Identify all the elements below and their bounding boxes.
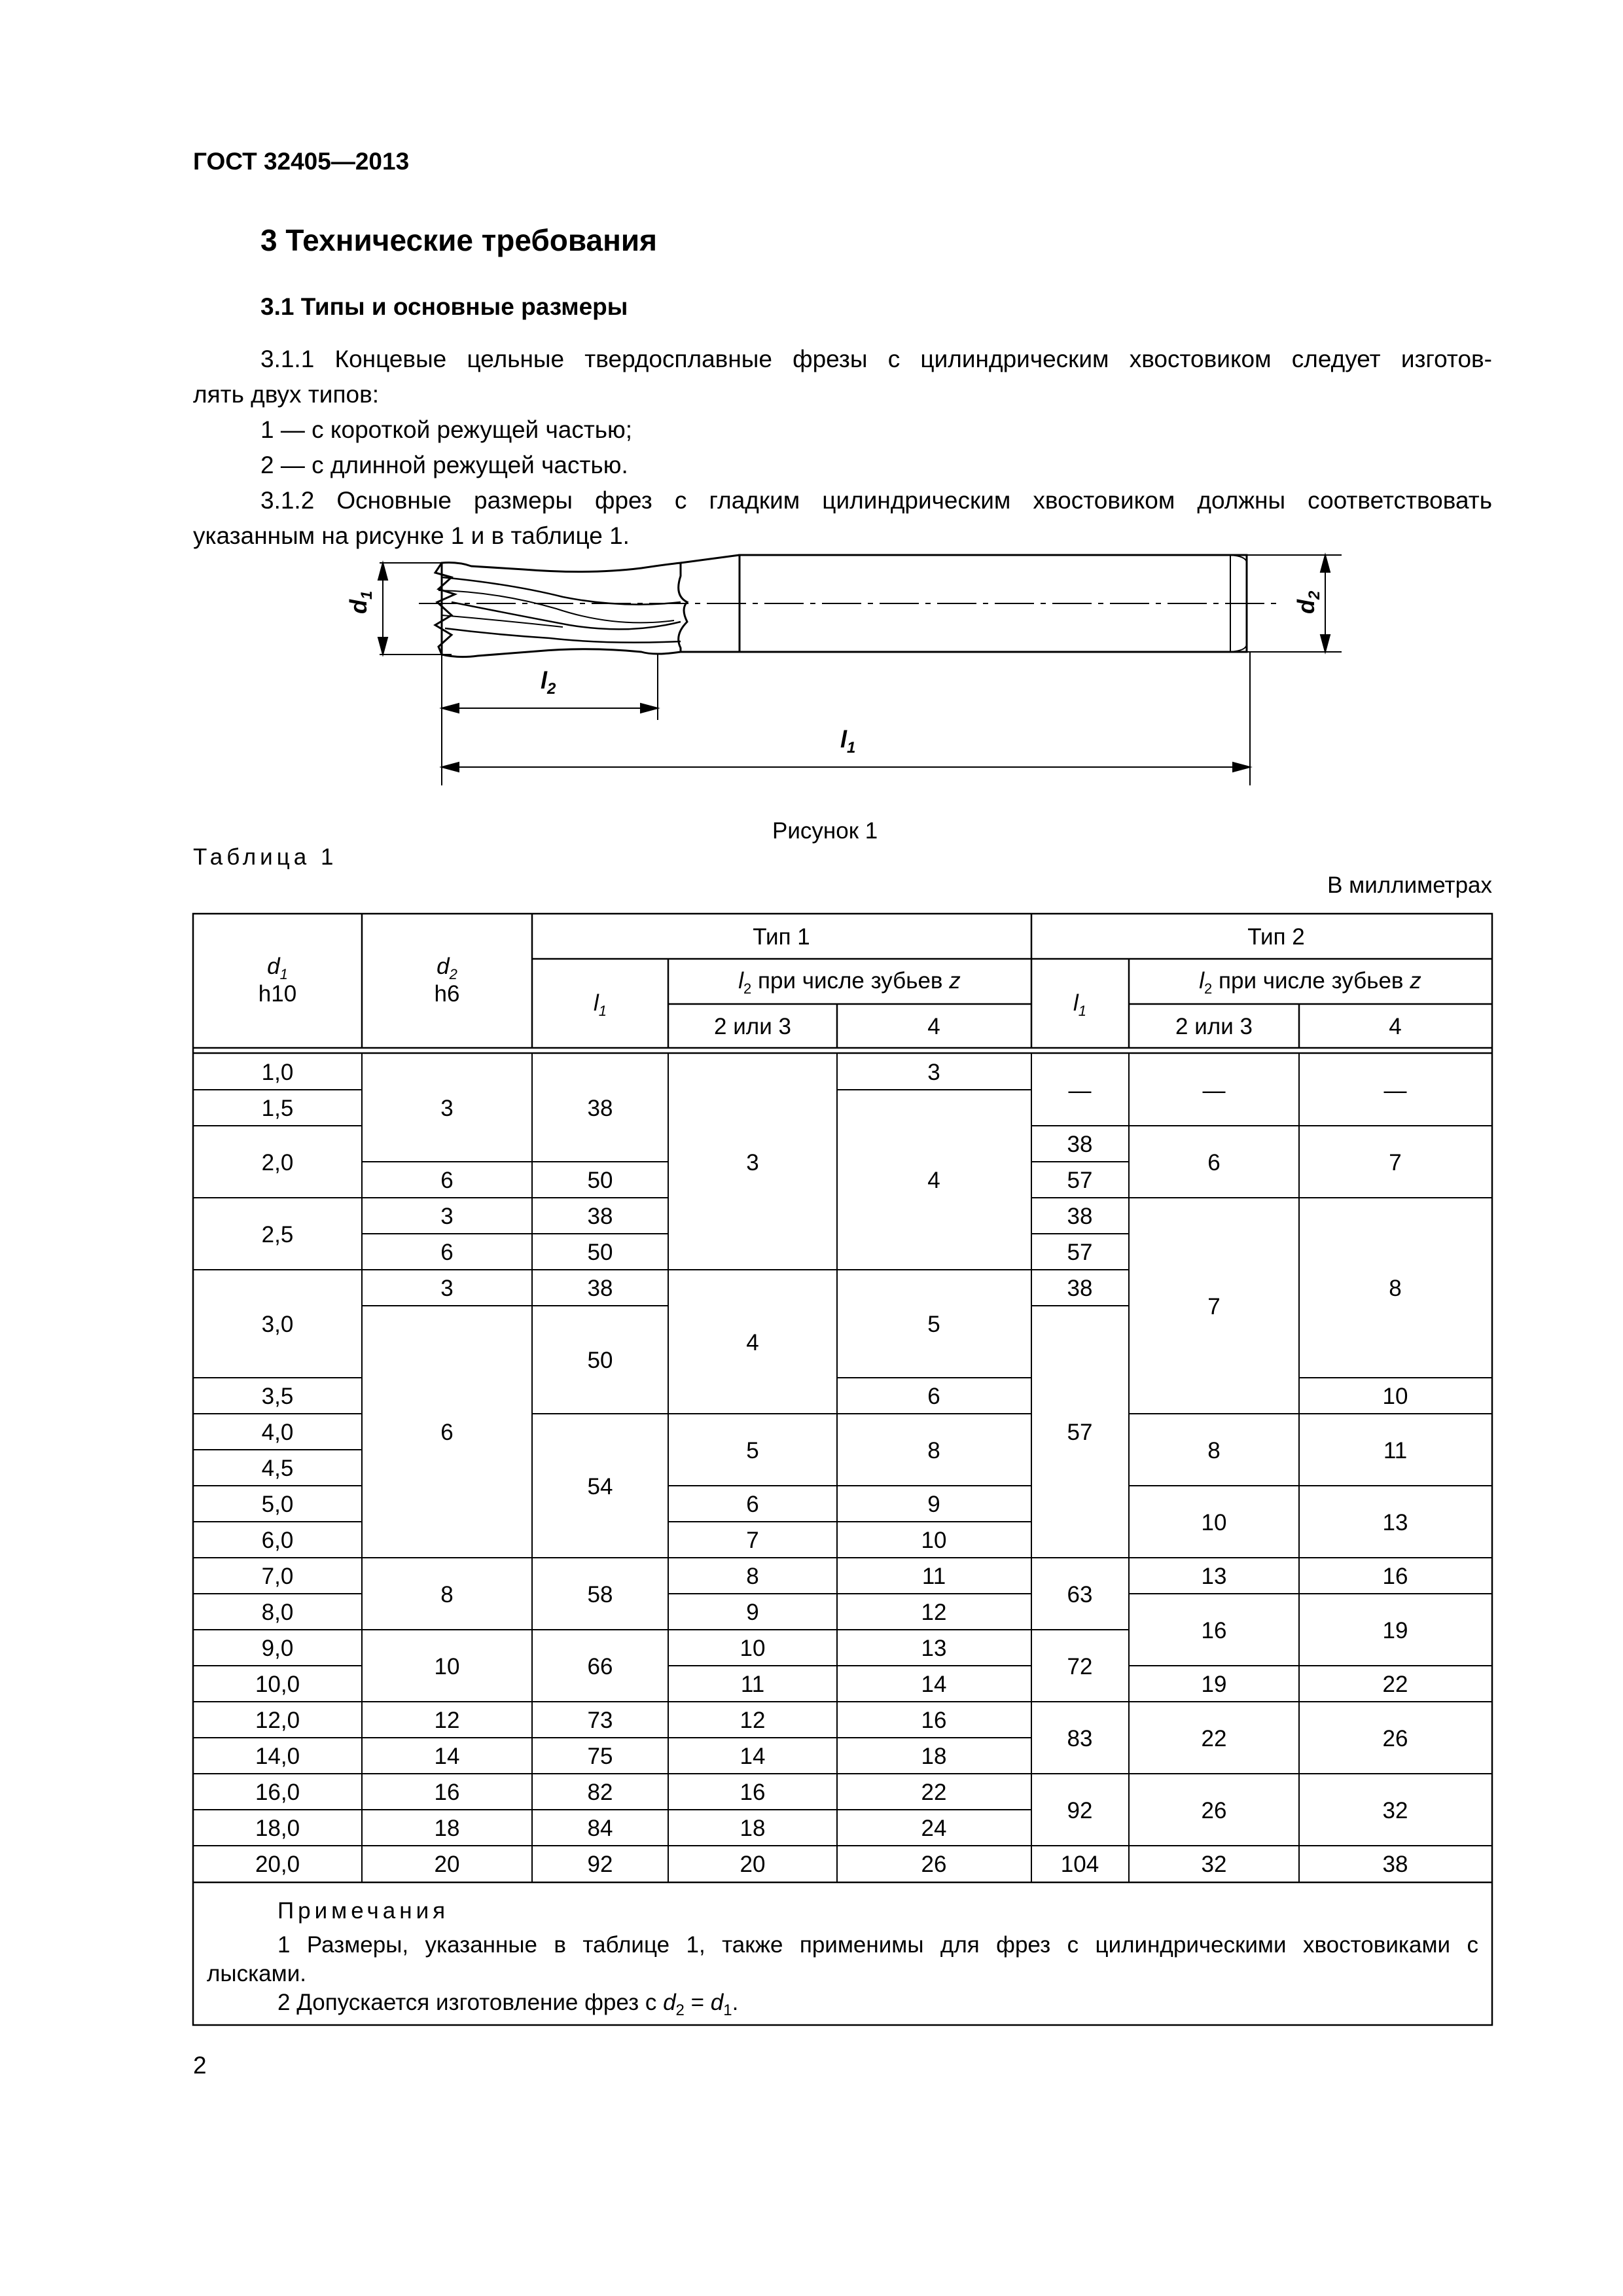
table-cell: 26 (1201, 1798, 1227, 1823)
table-cell: 63 (1067, 1582, 1093, 1607)
table-cell: 22 (921, 1780, 947, 1805)
header-t2-l2: $l_2$ при числе зубьев z (1199, 968, 1421, 997)
table-cell: 6 (927, 1384, 940, 1409)
header-t1-l2: $l_2$ при числе зубьев z (738, 968, 961, 997)
table-cell: 18 (921, 1744, 947, 1769)
table-cell: 16 (1382, 1564, 1408, 1589)
table-cell: 8 (440, 1582, 454, 1607)
table-cell: 4 (746, 1330, 759, 1355)
table-cell: 1,0 (261, 1060, 294, 1085)
paragraph-3-1-1-line2: лять двух типов: (193, 381, 380, 408)
header-type2: Тип 2 (1247, 924, 1305, 950)
table-cell: 3 (440, 1204, 454, 1229)
table-cell: 38 (1067, 1132, 1093, 1157)
table-cell: 57 (1067, 1240, 1093, 1265)
table-cell: 24 (921, 1816, 947, 1841)
list-item-type2: 2 — с длинной режущей частью. (260, 452, 628, 478)
figure-caption: Рисунок 1 (772, 818, 878, 844)
table-cell: 1,5 (261, 1096, 294, 1121)
table-cell: 3 (746, 1150, 759, 1175)
table-cell: 14 (434, 1744, 460, 1769)
table-cell: 18 (740, 1816, 766, 1841)
table-cell: 11 (740, 1672, 765, 1697)
table-cell: 38 (587, 1204, 613, 1229)
table-cell: 14,0 (255, 1744, 300, 1769)
section-title: 3 Технические требования (260, 223, 657, 257)
table-cell: 14 (740, 1744, 766, 1769)
table-cell: 16 (1201, 1618, 1227, 1643)
table-cell: 6 (1207, 1150, 1221, 1175)
table-cell: — (1383, 1078, 1407, 1103)
table-cell: 32 (1201, 1852, 1227, 1877)
note-1-line2: лысками. (207, 1961, 306, 1986)
table-cell: 3,5 (261, 1384, 294, 1409)
table-cell: 12 (921, 1600, 947, 1625)
label-l2: $l_2$ (541, 667, 556, 698)
table-cell: 18,0 (255, 1816, 300, 1841)
table-cell: 57 (1067, 1420, 1093, 1445)
table-cell: 82 (587, 1780, 613, 1805)
table-cell: 73 (587, 1708, 613, 1733)
table-cell: 5 (927, 1312, 940, 1337)
table-cell: 12 (434, 1708, 460, 1733)
table-cell: 6 (440, 1240, 454, 1265)
header-t1-teeth-4: 4 (927, 1014, 940, 1039)
table-cell: 38 (1382, 1852, 1408, 1877)
table-cell: 7,0 (261, 1564, 294, 1589)
header-t2-teeth-23: 2 или 3 (1175, 1014, 1253, 1039)
table-cell: 12,0 (255, 1708, 300, 1733)
table-cell: 5,0 (261, 1492, 294, 1517)
table-cell: 10 (740, 1636, 766, 1661)
table-cell: 50 (587, 1240, 613, 1265)
table-cell: 92 (1067, 1798, 1093, 1823)
label-d1: $d_1$ (345, 590, 376, 614)
table-cell: 4,5 (261, 1456, 294, 1481)
table-cell: 16 (921, 1708, 947, 1733)
table-cell: 10,0 (255, 1672, 300, 1697)
table-cell: 4,0 (261, 1420, 294, 1445)
table-cell: 104 (1060, 1852, 1099, 1877)
table-cell: 3 (440, 1276, 454, 1301)
header-d1: $d_1$ (267, 954, 288, 982)
table-cell: 13 (1382, 1510, 1408, 1535)
table-cell: 20,0 (255, 1852, 300, 1877)
table-cell: 72 (1067, 1654, 1093, 1679)
table-cell: 6 (440, 1420, 454, 1445)
table-cell: 75 (587, 1744, 613, 1769)
table-cell: 84 (587, 1816, 613, 1841)
table-cell: 16,0 (255, 1780, 300, 1805)
note-1-line1: 1 Размеры, указанные в таблице 1, также применимы для фрез с цилиндрическими хвостовиками с (277, 1932, 1478, 1958)
table-cell: 50 (587, 1168, 613, 1193)
table-cell: 9 (746, 1600, 759, 1625)
table-cell: 8,0 (261, 1600, 294, 1625)
table-cell: 2,0 (261, 1150, 294, 1175)
table-cell: 10 (921, 1528, 947, 1553)
table-cell: 6 (440, 1168, 454, 1193)
table-cell: 92 (587, 1852, 613, 1877)
table-cell: 20 (434, 1852, 460, 1877)
table-cell: 38 (587, 1276, 613, 1301)
table-cell: 18 (434, 1816, 460, 1841)
paragraph-3-1-1-line1: 3.1.1 Концевые цельные твердосплавные фрезы с цилиндрическим хвостовиком следует изготов- (260, 346, 1492, 372)
table-cell: 12 (740, 1708, 766, 1733)
paragraph-3-1-2-line1: 3.1.2 Основные размеры фрез с гладким цилиндрическим хвостовиком должны соответствовать (260, 487, 1492, 514)
table-cell: 26 (1382, 1726, 1408, 1751)
table-cell: 54 (587, 1474, 613, 1499)
table-cell: 3 (440, 1096, 454, 1121)
table-cell: 57 (1067, 1168, 1093, 1193)
header-t1-l1: $l_1$ (593, 990, 607, 1019)
table-cell: 2,5 (261, 1222, 294, 1247)
table-cell: 6,0 (261, 1528, 294, 1553)
table-cell: 4 (927, 1168, 940, 1193)
table-cell: 11 (921, 1564, 946, 1589)
table-cell: 20 (740, 1852, 766, 1877)
table-cell: 19 (1201, 1672, 1227, 1697)
notes-title: Примечания (277, 1898, 450, 1924)
table-cell: 7 (1207, 1294, 1221, 1319)
table-cell: 83 (1067, 1726, 1093, 1751)
table-cell: 22 (1382, 1672, 1408, 1697)
page-number: 2 (193, 2052, 207, 2079)
table-cell: 13 (921, 1636, 947, 1661)
table-cell: 6 (746, 1492, 759, 1517)
table-cell: 3 (927, 1060, 940, 1085)
header-d1-tol: h10 (258, 981, 297, 1007)
table-cell: 9 (927, 1492, 940, 1517)
table-cell: — (1202, 1078, 1226, 1103)
table-cell: 19 (1382, 1618, 1408, 1643)
table-cell: 10 (1382, 1384, 1408, 1409)
table-cell: 10 (1201, 1510, 1227, 1535)
table-units: В миллиметрах (1327, 872, 1492, 898)
table-cell: — (1068, 1078, 1092, 1103)
table-cell: 16 (740, 1780, 766, 1805)
table-cell: 7 (1389, 1150, 1402, 1175)
table-cell: 5 (746, 1438, 759, 1463)
table-cell: 22 (1201, 1726, 1227, 1751)
table-cell: 14 (921, 1672, 947, 1697)
table-cell: 8 (1389, 1276, 1402, 1301)
note-2: 2 Допускается изготовление фрез с $d_2 = d_1$. (277, 1990, 739, 2019)
table-cell: 8 (927, 1438, 940, 1463)
header-t2-l1: $l_1$ (1073, 990, 1087, 1019)
table-cell: 13 (1201, 1564, 1227, 1589)
table-cell: 66 (587, 1654, 613, 1679)
table-cell: 8 (1207, 1438, 1221, 1463)
table-cell: 16 (434, 1780, 460, 1805)
header-t2-teeth-4: 4 (1389, 1014, 1402, 1039)
list-item-type1: 1 — с короткой режущей частью; (260, 416, 633, 443)
table-cell: 11 (1383, 1438, 1408, 1463)
table-cell: 38 (1067, 1204, 1093, 1229)
header-d2: $d_2$ (437, 954, 457, 982)
table-cell: 7 (746, 1528, 759, 1553)
header-t1-teeth-23: 2 или 3 (714, 1014, 791, 1039)
paragraph-3-1-2-line2: указанным на рисунке 1 и в таблице 1. (193, 522, 630, 549)
table-title: Таблица 1 (193, 844, 338, 870)
label-d2: $d_2$ (1293, 590, 1323, 614)
table-cell: 58 (587, 1582, 613, 1607)
table-cell: 10 (434, 1654, 460, 1679)
header-type1: Тип 1 (753, 924, 810, 950)
document-id: ГОСТ 32405—2013 (193, 148, 410, 175)
table-cell: 8 (746, 1564, 759, 1589)
label-l1: $l_1$ (840, 726, 856, 757)
table-cell: 38 (1067, 1276, 1093, 1301)
table-cell: 26 (921, 1852, 947, 1877)
table-cell: 9,0 (261, 1636, 294, 1661)
table-cell: 3,0 (261, 1312, 294, 1337)
table-cell: 50 (587, 1348, 613, 1373)
header-d2-tol: h6 (434, 981, 460, 1007)
table-cell: 38 (587, 1096, 613, 1121)
subsection-title: 3.1 Типы и основные размеры (260, 293, 628, 320)
table-cell: 32 (1382, 1798, 1408, 1823)
